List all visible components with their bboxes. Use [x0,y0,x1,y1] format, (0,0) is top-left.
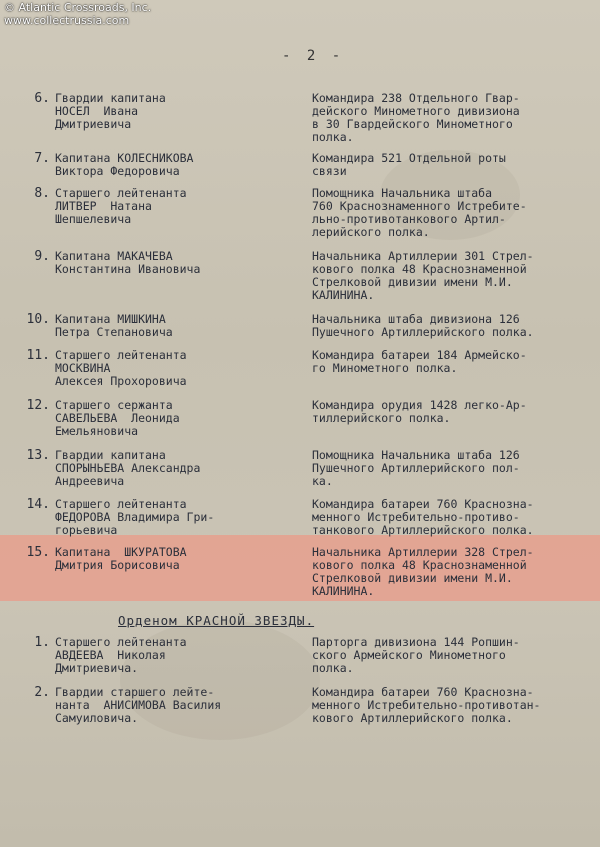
entry-position-line: Командира 521 Отдельной роты [312,151,506,165]
entry-name [55,546,295,572]
entry-name [55,187,295,226]
entry-position-line: связи [312,164,347,178]
entry-name-line: Старшего лейтенанта [55,497,187,511]
entry-position-line: менного Истребительно-противо- [312,510,520,524]
entry-position [312,250,592,302]
entry-number: 10. [26,312,50,327]
entry-name-line: СПОРЫНЬЕВА Александра [55,461,201,475]
entry-position-line: Начальника Артиллерии 328 Стрел- [312,545,534,559]
entry-position-line: ка. [312,474,333,488]
entry-name-line: Дмитриевича. [55,661,139,675]
entry-name [55,92,295,131]
entry-position-line: Начальника Артиллерии 301 Стрел- [312,249,534,263]
entry-number: 8. [34,186,50,201]
entry-position-line: кового полка 48 Краснознаменной [312,558,527,572]
entry-position-line: Командира батареи 760 Краснозна- [312,497,534,511]
entry-name [55,250,295,276]
watermark-line-1: © Atlantic Crossroads, Inc. [4,1,152,14]
entry-number: 1. [34,635,50,650]
entry-name-line: САВЕЛЬЕВА Леонида [55,411,180,425]
entry-name-line: Дмитриевича [55,117,132,131]
entry-name [55,313,295,339]
entry-name-line: горьевича [55,523,118,537]
entry-position-line: Стрелковой дивизии имени М.И. [312,275,513,289]
entry-number: 13. [26,448,50,463]
entry-number: 12. [26,398,50,413]
entry-name-line: нанта АНИСИМОВА Василия [55,698,222,712]
entry-position-line: в 30 Гвардейского Минометного [312,117,513,131]
entry-name-line: Виктора Федоровича [55,164,180,178]
entry-position-line: полка. [312,130,354,144]
entry-name-line: НОСЕЛ Ивана [55,104,139,118]
entry-position-line: 760 Краснознаменного Истребите- [312,199,527,213]
entry-position-line: КАЛИНИНА. [312,584,375,598]
entry-position [312,498,592,537]
entry-position-line: КАЛИНИНА. [312,288,375,302]
entry-name-line: ФЕДОРОВА Владимира Гри- [55,510,215,524]
entry-name [55,686,295,725]
entry-name [55,349,295,388]
entry-name-line: Капитана КОЛЕСНИКОВА [55,151,194,165]
entry-position-line: Пушечного Артиллерийского полка. [312,325,534,339]
entry-position [312,187,592,239]
entry-name [55,449,295,488]
entry-name-line: Старшего лейтенанта [55,348,187,362]
section-title: Орденом КРАСНОЙ ЗВЕЗДЫ. [118,613,315,628]
entry-position-line: полка. [312,661,354,675]
entry-name-line: Старшего лейтенанта [55,186,187,200]
entry-position [312,636,592,675]
entry-position [312,546,592,598]
entry-position [312,313,592,339]
entry-name-line: Старшего сержанта [55,398,173,412]
entry-name-line: Гвардии старшего лейте- [55,685,215,699]
entry-position-line: Помощника Начальника штаба [312,186,493,200]
entry-position [312,686,592,725]
entry-number: 7. [34,151,50,166]
entry-number: 9. [34,249,50,264]
entry-position-line: дейского Минометного дивизиона [312,104,520,118]
entry-name-line: Константина Ивановича [55,262,201,276]
entry-position-line: Командира 238 Отдельного Гвар- [312,91,520,105]
entry-name-line: Петра Степановича [55,325,173,339]
entry-name-line: МОСКВИНА [55,361,111,375]
entry-position-line: Парторга дивизиона 144 Ропшин- [312,635,520,649]
entry-position-line: Командира батареи 760 Краснозна- [312,685,534,699]
watermark-line-2: www.collectrussia.com [4,14,130,27]
entry-position [312,449,592,488]
entry-position-line: кового Артиллерийского полка. [312,711,513,725]
entry-name-line: ЛИТВЕР Натана [55,199,152,213]
entry-position-line: Начальника штаба дивизиона 126 [312,312,520,326]
entry-position [312,152,592,178]
entry-position-line: лерийского полка. [312,225,430,239]
page-number: - 2 - [282,48,345,64]
entry-name-line: Самуиловича. [55,711,139,725]
entry-name-line: Алексея Прохоровича [55,374,187,388]
entry-position-line: Стрелковой дивизии имени М.И. [312,571,513,585]
entry-number: 14. [26,497,50,512]
entry-position [312,349,592,375]
entry-name-line: АВДЕЕВА Николая [55,648,166,662]
entry-name [55,498,295,537]
entry-position-line: Командира батареи 184 Армейско- [312,348,527,362]
entry-number: 6. [34,91,50,106]
entry-position-line: Командира орудия 1428 легко-Ар- [312,398,527,412]
entry-position-line: го Минометного полка. [312,361,458,375]
entry-name-line: Дмитрия Борисовича [55,558,180,572]
entry-name [55,636,295,675]
entry-position [312,92,592,144]
entry-name-line: Шепшелевича [55,212,132,226]
entry-name-line: Гвардии капитана [55,448,166,462]
entry-number: 11. [26,348,50,363]
entry-position-line: льно-противотанкового Артил- [312,212,506,226]
entry-number: 2. [34,685,50,700]
entry-name-line: Капитана МИШКИНА [55,312,166,326]
entry-name-line: Капитана МАКАЧЕВА [55,249,173,263]
entry-name-line: Емельяновича [55,424,139,438]
entry-name-line: Гвардии капитана [55,91,166,105]
entry-position-line: ского Армейского Минометного [312,648,506,662]
entry-name-line: Андреевича [55,474,125,488]
entry-position-line: менного Истребительно-противотан- [312,698,541,712]
entry-position-line: тиллерийского полка. [312,411,451,425]
entry-name [55,399,295,438]
entry-position-line: кового полка 48 Краснознаменной [312,262,527,276]
entry-position [312,399,592,425]
entry-position-line: танкового Артиллерийского полка. [312,523,534,537]
entry-name [55,152,295,178]
entry-number: 15. [26,545,50,560]
entry-position-line: Помощника Начальника штаба 126 [312,448,520,462]
entry-name-line: Старшего лейтенанта [55,635,187,649]
entry-position-line: Пушечного Артиллерийского пол- [312,461,520,475]
entry-name-line: Капитана ШКУРАТОВА [55,545,187,559]
